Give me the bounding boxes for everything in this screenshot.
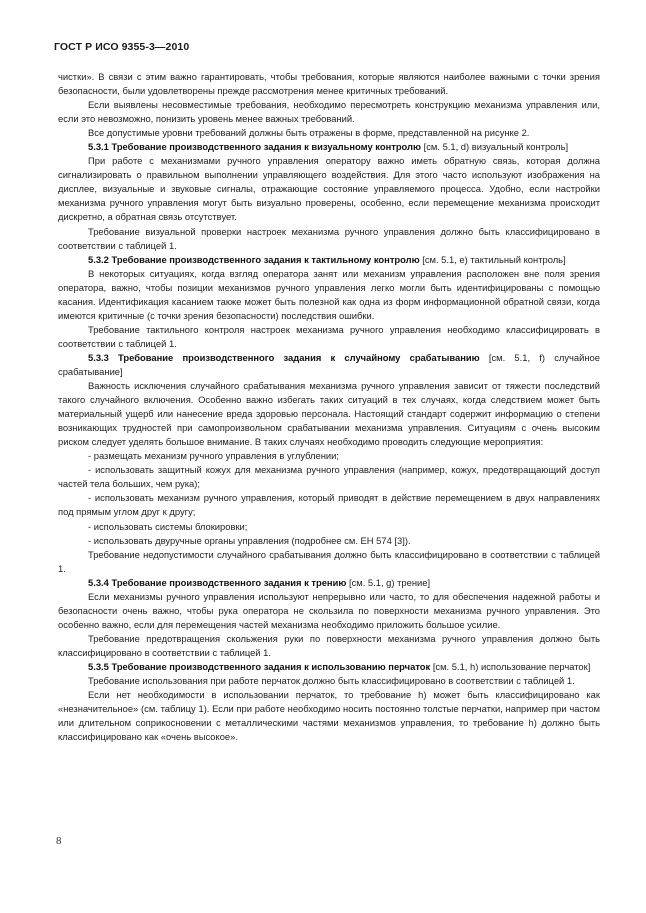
list-item: - использовать защитный кожух для механизма ручного управления (например, кожух, предотвращающий доступ частей тела больших, чем рука); xyxy=(58,464,600,490)
list-item: - использовать механизм ручного управления, который приводят в действие перемещением в двух направлениях под прямым углом друг к другу; xyxy=(58,492,600,518)
paragraph: Если нет необходимости в использовании перчаток, то требование h) может быть классифицировано как «незначительное» (см. таблицу 1). Если при работе необходимо носить постоянно толстые перчатки, например при частом или длительном соприкосновении с металлическими частями механизмов управления, то требование h) должно быть классифицировано как «очень высокое». xyxy=(58,689,600,743)
section-heading-title: 5.3.3 Требование производственного задания к случайному срабатыванию xyxy=(88,351,480,363)
section-heading-title: 5.3.1 Требование производственного задания к визуальному контролю xyxy=(88,141,422,153)
body-text xyxy=(58,70,600,744)
paragraph: Если механизмы ручного управления используют непрерывно или часто, то для обеспечения надежной работы и безопасности очень важно, чтобы рука оператора не скользила по поверхности механизма ручного управления. Это особенно важно, если для перемещения частей механизма необходимо приложить большое усилие. xyxy=(58,590,600,630)
paragraph: Требование недопустимости случайного срабатывания должно быть классифицировано в соответствии с таблицей 1. xyxy=(58,548,600,574)
paragraph: Требование предотвращения скольжения руки по поверхности механизма ручного управления должно быть классифицировано в соответствии с таблицей 1. xyxy=(58,632,600,658)
paragraph: чистки». В связи с этим важно гарантировать, чтобы требования, которые являются наиболее важными с точки зрения безопасности, были удовлетворены прежде рассмотрения менее критичных требований. xyxy=(58,71,600,97)
paragraph: При работе с механизмами ручного управления оператору важно иметь обратную связь, которая должна сигнализировать о правильном выполнении управляющего воздействия. Для этого часто используют изображения на дисплее, визуальные и звуковые сигналы, отражающие состояние управляемого процесса. Удобно, если настройки механизма ручного управления могут быть визуально проверены, особенно, если перемещение механизма происходит дискретно, а обратная связь отсутствует. xyxy=(58,155,600,223)
section-heading xyxy=(58,253,600,267)
page-number: 8 xyxy=(56,835,62,847)
section-heading-reference: [см. 5.1, е) тактильный контроль] xyxy=(419,253,566,265)
list-item: - использовать системы блокировки; xyxy=(88,520,248,532)
section-heading-reference: [см. 5.1, f) случайное срабатывание] xyxy=(58,351,600,377)
section-heading xyxy=(58,576,600,590)
standard-header: ГОСТ Р ИСО 9355-3—2010 xyxy=(54,41,190,53)
paragraph: Требование тактильного контроля настроек механизма ручного управления необходимо классифицировать в соответствии с таблицей 1. xyxy=(58,323,600,349)
section-heading xyxy=(58,140,600,154)
section-heading-title: 5.3.2 Требование производственного задания к тактильному контролю xyxy=(88,253,420,265)
paragraph: Если выявлены несовместимые требования, необходимо пересмотреть конструкцию механизма управления или, если это невозможно, понизить уровень менее важных требований. xyxy=(58,99,600,125)
paragraph: Требование визуальной проверки настроек механизма ручного управления должно быть классифицировано в соответствии с таблицей 1. xyxy=(58,225,600,251)
paragraph: Требование использования при работе перчаток должно быть классифицировано в соответствии с таблицей 1. xyxy=(88,675,575,687)
paragraph: В некоторых ситуациях, когда взгляд оператора занят или механизм управления расположен вне поля зрения оператора, важно, чтобы позиции механизмов ручного управления легко могли быть идентифицированы с помощью касания. Идентификация касанием также может быть полезной как одна из форм информационной обратной связи, когда имеются критичные (с точки зрения безопасности) последствия ошибки. xyxy=(58,267,600,321)
list-item: - размещать механизм ручного управления в углублении; xyxy=(88,450,339,462)
section-heading-reference: [см. 5.1, g) трение] xyxy=(346,576,431,588)
section-heading-reference: [см. 5.1, d) визуальный контроль] xyxy=(421,141,569,153)
list-item: - использовать двуручные органы управления (подробнее см. ЕН 574 [3]). xyxy=(88,534,411,546)
paragraph: Все допустимые уровни требований должны быть отражены в форме, представленной на рисунке 2. xyxy=(88,127,530,139)
paragraph: Важность исключения случайного срабатывания механизма ручного управления зависит от тяжести последствий такого случайного включения. Особенно важно избегать таких ситуаций в тех случаях, когда следствием может быть материальный ущерб или нанесение вреда здоровью персонала. Настоящий стандарт содержит информацию о степени возникающих трудностей при самопроизвольном срабатывании механизма управления. Ситуациям с очень высоким риском следует уделять большое внимание. В таких случаях необходимо проводить следующие мероприятия: xyxy=(58,380,600,448)
section-heading xyxy=(58,351,600,379)
section-heading-title: 5.3.4 Требование производственного задания к трению xyxy=(88,576,347,588)
section-heading xyxy=(58,660,600,674)
section-heading-title: 5.3.5 Требование производственного задания к использованию перчаток xyxy=(88,660,431,672)
section-heading-reference: [см. 5.1, h) использование перчаток] xyxy=(430,660,591,672)
